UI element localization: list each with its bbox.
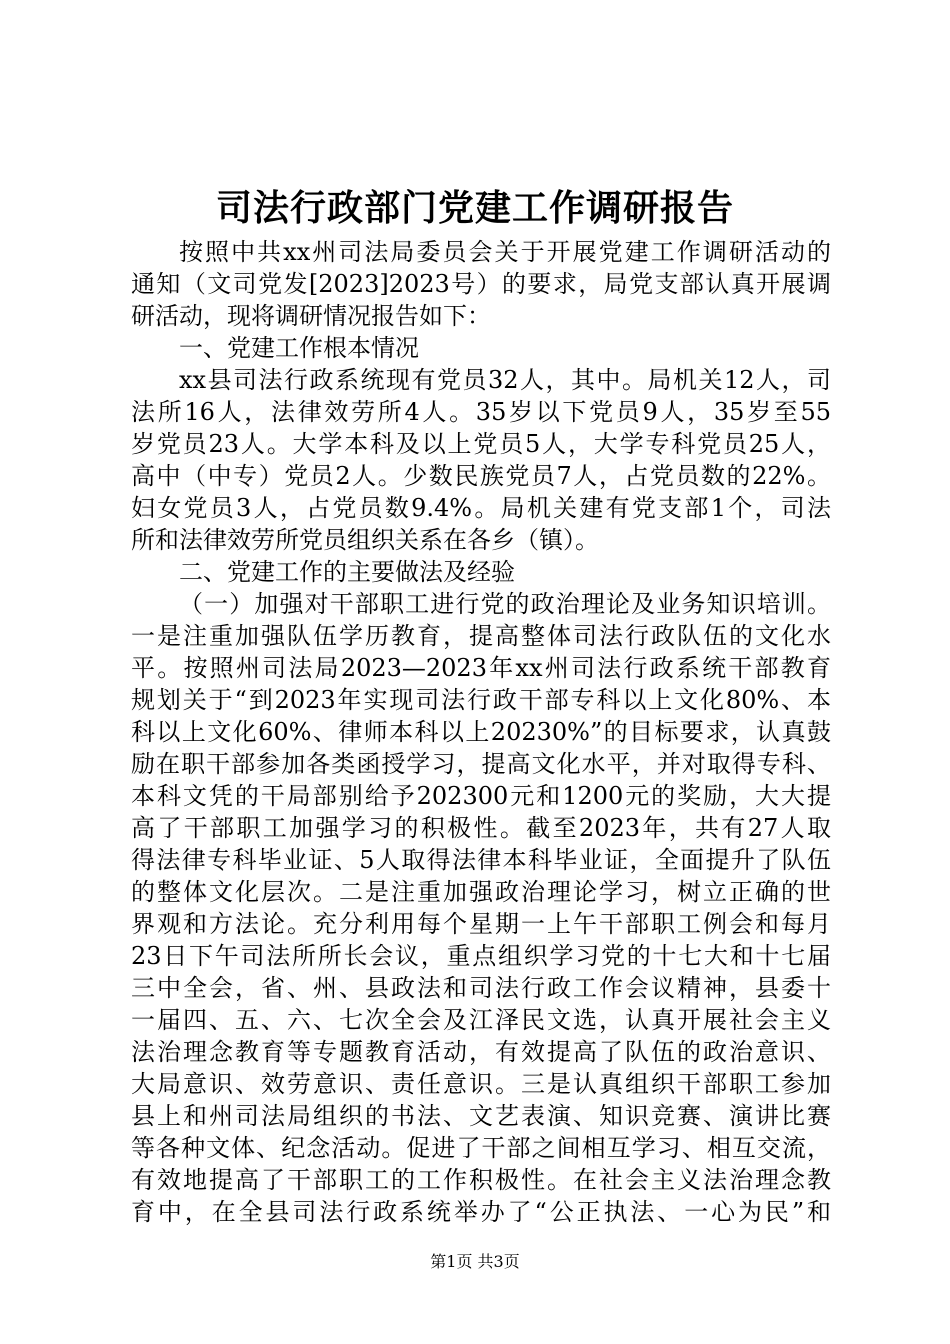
body-line: 励在职干部参加各类函授学习，提高文化水平，并对取得专科、 [131,750,831,778]
document-body [131,236,831,1228]
body-line: 县上和州司法局组织的书法、文艺表演、知识竞赛、演讲比赛 [131,1102,831,1130]
body-line: 育中，在全县司法行政系统举办了“公正执法、一心为民”和 [131,1198,831,1226]
body-line: 有效地提高了干部职工的工作积极性。在社会主义法治理念教 [131,1166,831,1194]
body-line: 得法律专科毕业证、5人取得法律本科毕业证，全面提升了队伍 [131,846,831,874]
body-line: 23日下午司法所所长会议，重点组织学习党的十七大和十七届 [131,942,831,970]
section-heading: 二、党建工作的主要做法及经验 [179,558,515,586]
body-line: 三中全会，省、州、县政法和司法行政工作会议精神，县委十 [131,974,831,1002]
page-indicator: 第1页 共3页 [430,1252,520,1271]
body-line: 平。按照州司法局2023—2023年xx州司法行政系统干部教育 [131,654,831,682]
body-line: 本科文凭的干局部别给予202300元和1200元的奖励，大大提 [131,782,831,810]
page-footer [0,1250,950,1274]
body-line: 高中（中专）党员2人。少数民族党员7人，占党员数的22%。 [131,462,831,490]
document-title: 司法行政部门党建工作调研报告 [215,187,734,229]
body-line: 规划关于“到2023年实现司法行政干部专科以上文化80%、本 [131,686,831,714]
body-line: 等各种文体、纪念活动。促进了干部之间相互学习、相互交流， [131,1134,831,1162]
body-line: 通知（文司党发[2023]2023号）的要求，局党支部认真开展调 [131,270,831,298]
body-line: 的整体文化层次。二是注重加强政治理论学习，树立正确的世 [131,878,831,906]
body-line: 研活动，现将调研情况报告如下： [131,302,491,330]
body-line: 一是注重加强队伍学历教育，提高整体司法行政队伍的文化水 [131,622,831,650]
body-line: 界观和方法论。充分利用每个星期一上午干部职工例会和每月 [131,910,831,938]
body-line: 妇女党员3人，占党员数9.4%。局机关建有党支部1个，司法 [131,494,831,522]
body-line: 法所16人，法律效劳所4人。35岁以下党员9人，35岁至55 [131,398,831,426]
body-line: 一届四、五、六、七次全会及江泽民文选，认真开展社会主义 [131,1006,831,1034]
body-line: xx县司法行政系统现有党员32人，其中。局机关12人，司 [179,366,831,394]
section-heading: 一、党建工作根本情况 [179,334,419,362]
body-line: 高了干部职工加强学习的积极性。截至2023年，共有27人取 [131,814,831,842]
body-line: 法治理念教育等专题教育活动，有效提高了队伍的政治意识、 [131,1038,831,1066]
body-line: 大局意识、效劳意识、责任意识。三是认真组织干部职工参加 [131,1070,831,1098]
body-line: （一）加强对干部职工进行党的政治理论及业务知识培训。 [179,590,831,618]
body-line: 科以上文化60%、律师本科以上20230%”的目标要求，认真鼓 [131,718,831,746]
body-line: 所和法律效劳所党员组织关系在各乡（镇）。 [131,526,599,554]
body-line: 按照中共xx州司法局委员会关于开展党建工作调研活动的 [179,238,831,266]
body-line: 岁党员23人。大学本科及以上党员5人，大学专科党员25人， [131,430,831,458]
